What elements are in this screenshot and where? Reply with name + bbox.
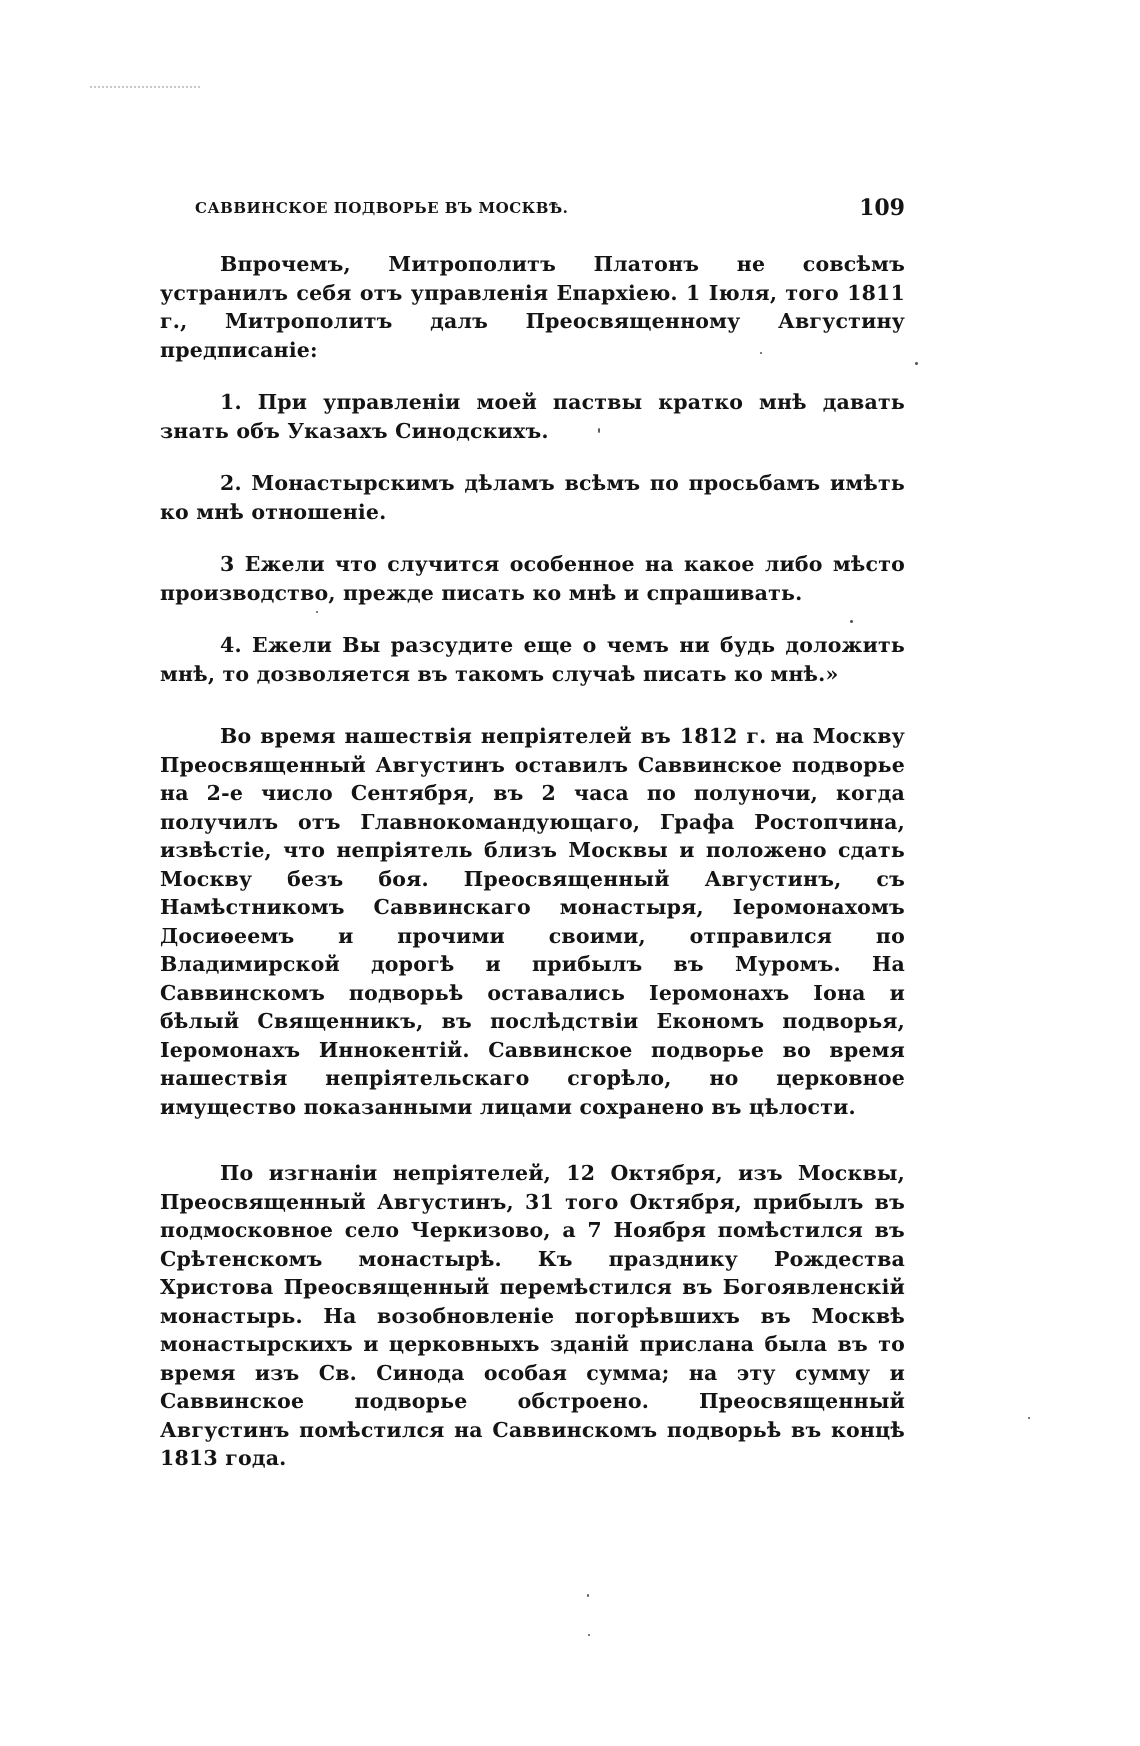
scan-speck	[316, 611, 318, 613]
scan-speck	[850, 620, 853, 623]
paragraph-1812-invasion: Во время нашествія непріятелей въ 1812 г. на Москву Преосвященный Августинъ оставилъ Саввинское подворье на 2-е число Сентября, въ 2 часа по полуночи, когда получилъ отъ Главнокомандующаго, Графа Ростопчина, извѣстіе, что непріятель близъ Москвы и положено сдать Москву безъ боя. Преосвященный Августинъ, съ Намѣстникомъ Саввинскаго монастыря, Іеромонахомъ Досиѳеемъ и прочими своими, отправился по Владимирской дорогѣ и прибылъ въ Муромъ. На Саввинскомъ подворьѣ оставались Іеромонахъ Іона и бѣлый Священникъ, въ послѣдствіи Економъ подворья, Іеромонахъ Иннокентій. Саввинское подворье во время нашествія непріятельскаго сгорѣло, но церковное имущество показанными лицами сохранено въ цѣлости.	[160, 724, 905, 1119]
page-number: 109	[859, 195, 905, 221]
scan-speck	[598, 428, 600, 433]
scan-speck	[915, 362, 918, 365]
paragraph-item-2: 2. Монастырскимъ дѣламъ всѣмъ по просьбамъ имѣть ко мнѣ отношеніе.	[160, 471, 905, 524]
page-body	[160, 250, 905, 1473]
paragraph-intro: Впрочемъ, Митрополитъ Платонъ не совсѣмъ устранилъ себя отъ управленія Епархіею. 1 Іюля, того 1811 г., Митрополитъ далъ Преосвященному Августину предписаніе:	[160, 252, 905, 362]
running-head	[160, 195, 905, 225]
running-title: САВВИНСКОЕ ПОДВОРЬЕ ВЪ МОСКВѢ.	[195, 199, 569, 217]
scan-speck	[587, 1594, 589, 1597]
paragraph-item-3: 3 Ежели что случится особенное на какое либо мѣсто производство, прежде писать ко мнѣ и спрашивать.	[160, 552, 905, 605]
scan-speck	[760, 352, 762, 354]
scan-speck	[1028, 1417, 1030, 1419]
paragraph-after-expulsion: По изгнаніи непріятелей, 12 Октября, изъ Москвы, Преосвященный Августинъ, 31 того Октября, прибылъ въ подмосковное село Черкизово, а 7 Ноября помѣстился въ Срѣтенскомъ монастырѣ. Къ празднику Рождества Христова Преосвященный перемѣстился въ Богоявленскій монастырь. На возобновленіе погорѣвшихъ въ Москвѣ монастырскихъ и церковныхъ зданій прислана была въ то время изъ Св. Синода особая сумма; на эту сумму и Саввинское подворье обстроено. Преосвященный Августинъ помѣстился на Саввинскомъ подворьѣ въ концѣ 1813 года.	[160, 1161, 905, 1470]
scan-artifact	[90, 86, 200, 91]
scan-speck	[588, 1634, 590, 1636]
paragraph-item-4: 4. Ежели Вы разсудите еще о чемъ ни будь доложить мнѣ, то дозволяется въ такомъ случаѣ писать ко мнѣ.»	[160, 633, 905, 686]
paragraph-item-1: 1. При управленіи моей паствы кратко мнѣ давать знать объ Указахъ Синодскихъ.	[160, 390, 905, 443]
